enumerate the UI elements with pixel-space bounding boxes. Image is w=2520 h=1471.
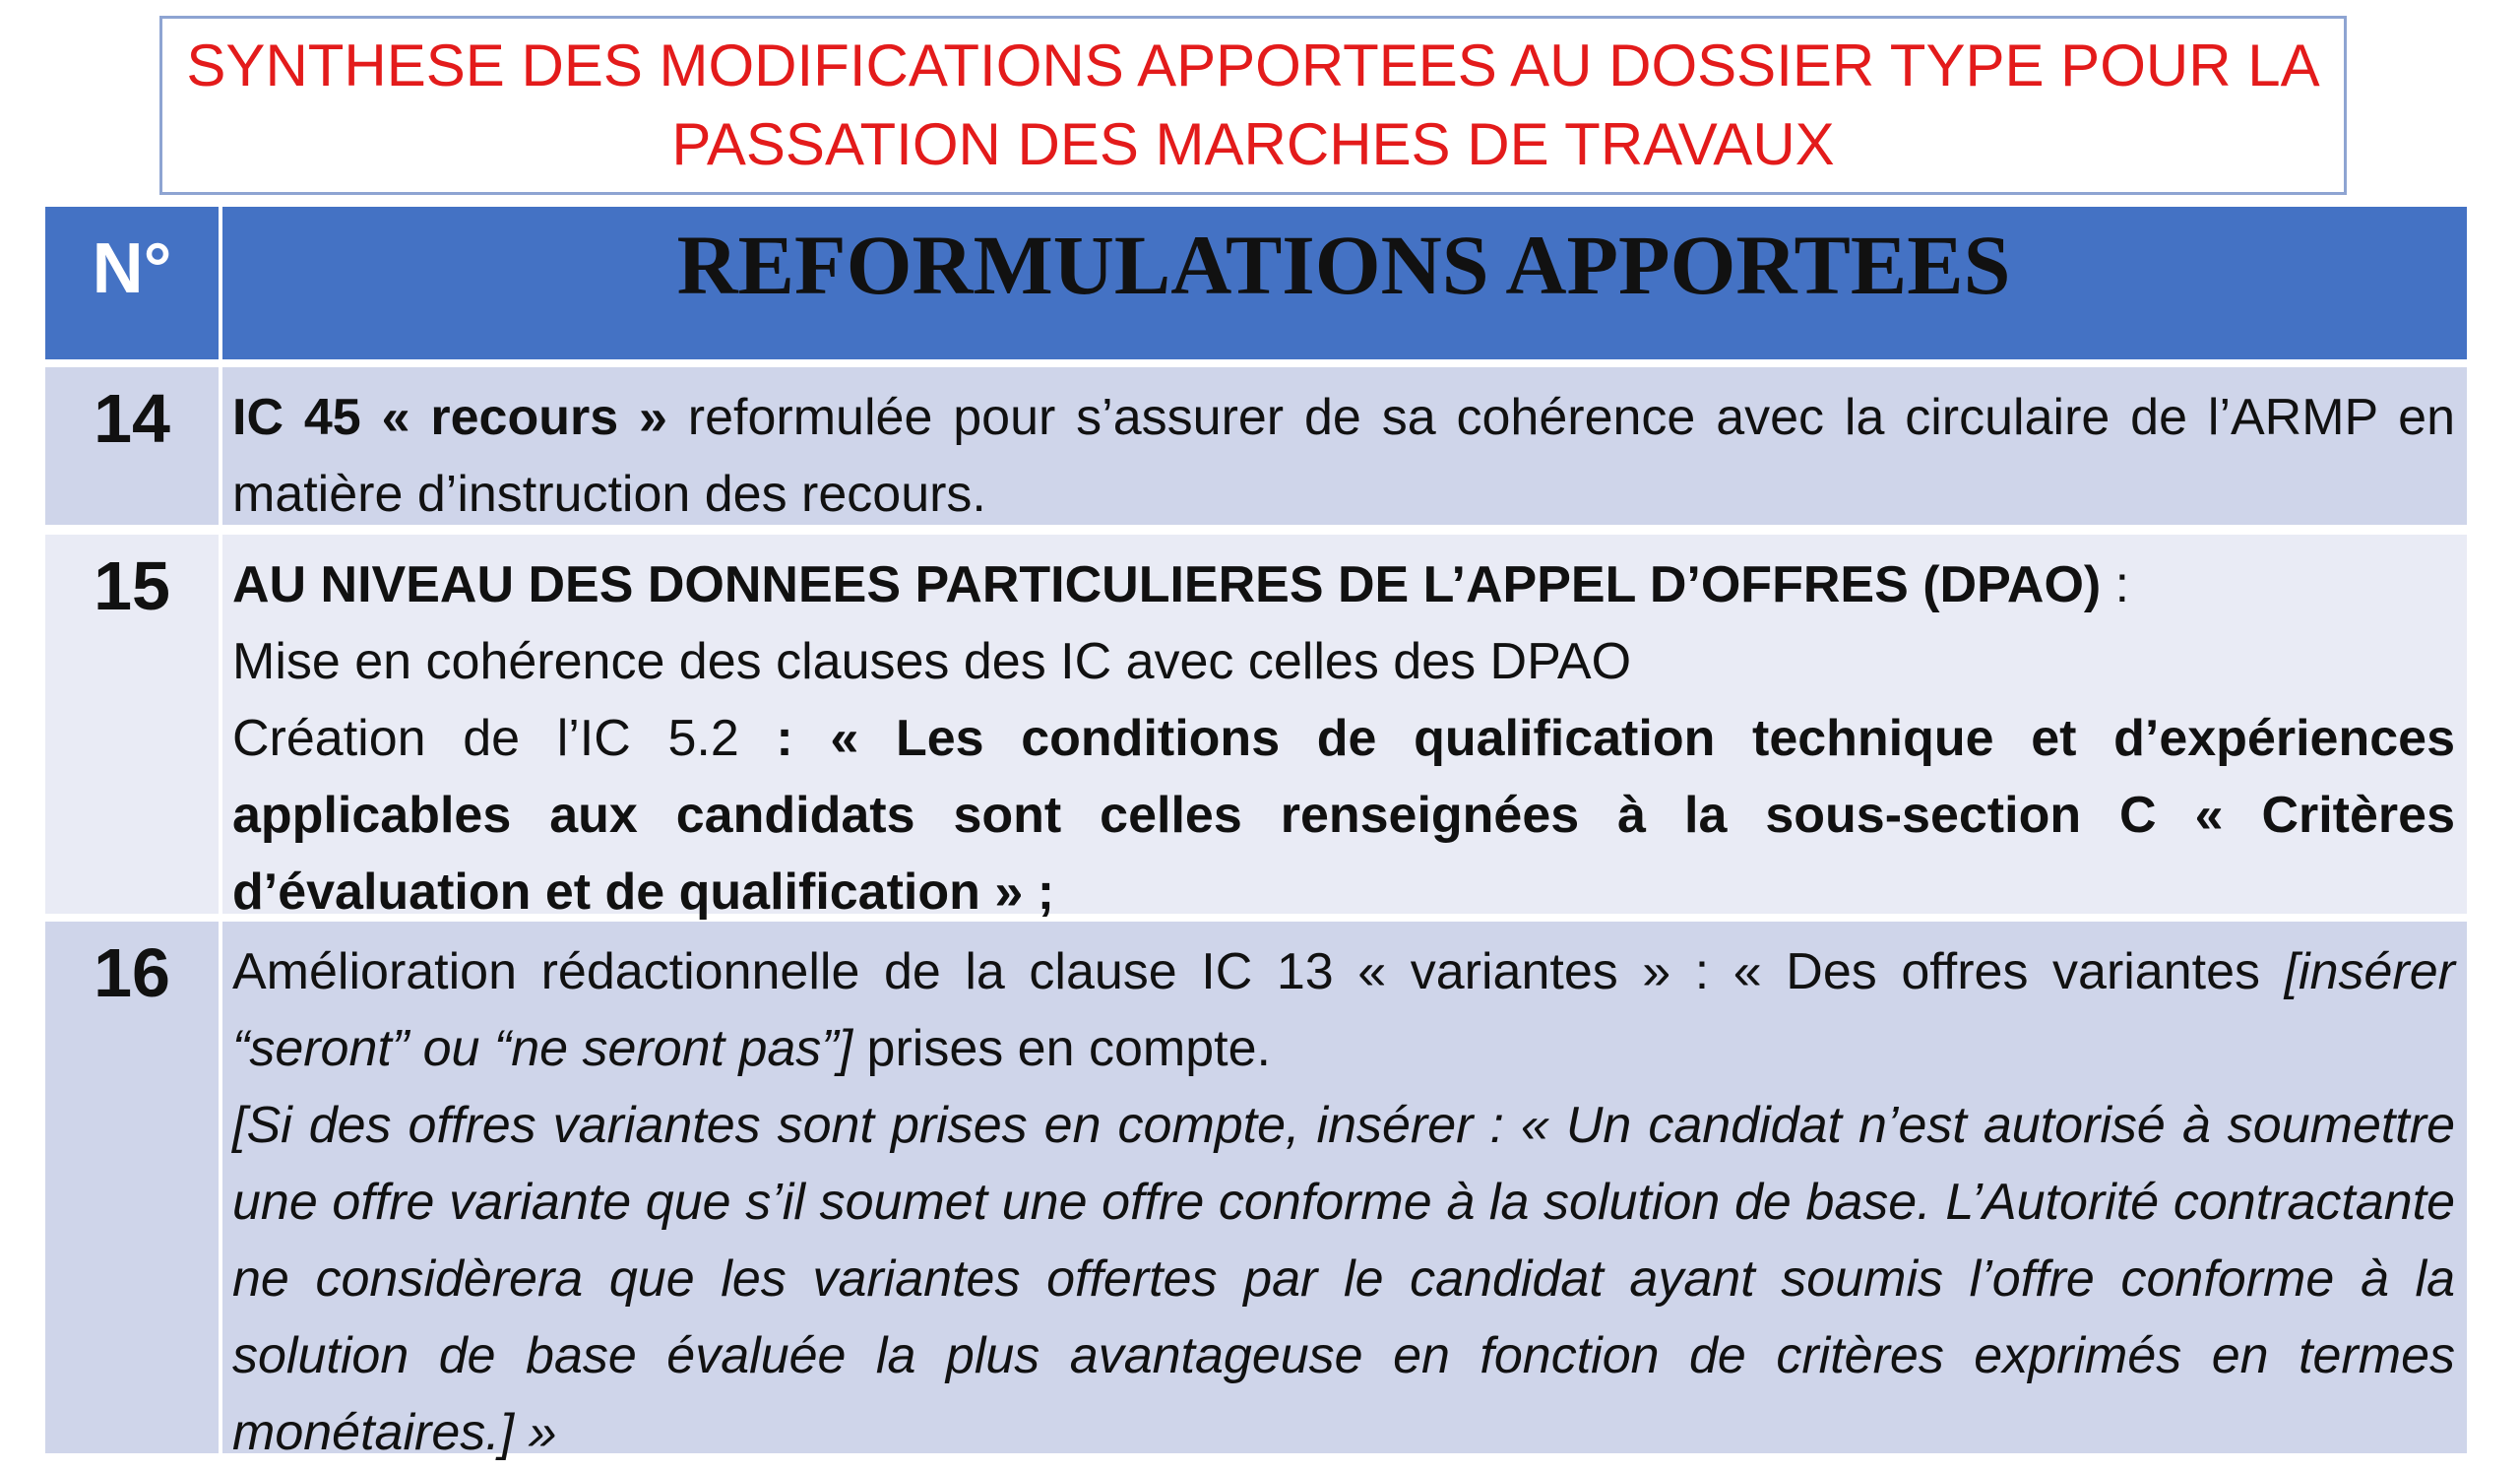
table-row bbox=[45, 367, 2467, 525]
modifications-table bbox=[45, 207, 2467, 1461]
table-header-row bbox=[45, 207, 2467, 359]
row-number-cell bbox=[45, 922, 219, 1453]
table-row bbox=[45, 535, 2467, 921]
row-text-cell bbox=[222, 367, 2467, 525]
title-line-1: SYNTHESE DES MODIFICATIONS APPORTEES AU DOSSIER TYPE POUR LA bbox=[186, 32, 2320, 98]
row-number-cell bbox=[45, 535, 219, 914]
row-text-cell bbox=[222, 922, 2467, 1461]
table-row bbox=[45, 922, 2467, 1461]
row-number: 15 bbox=[94, 547, 170, 624]
italic-instruction: [Si des offres variantes sont prises en compte, insérer : « Un candidat n’est autorisé à soumettre une offre variante que s’il soumet une offre conforme à la solution de base. L’Autorité contractante ne considèrera que les variantes offertes par le candidat ayant soumis l’offre conforme à la solution de base évaluée la plus avantageuse en fonction de critères exprimés en termes monétaires.] » bbox=[232, 1097, 2455, 1461]
section-heading: AU NIVEAU DES DONNEES PARTICULIERES DE L’APPEL D’OFFRES (DPAO) bbox=[232, 556, 2102, 613]
clause-reference: IC 45 « recours » bbox=[232, 389, 667, 446]
row-text: reformulée pour s’assurer de sa cohérence avec la circulaire de l’ARMP en matière d’instruction des recours. bbox=[232, 389, 2456, 523]
row-number: 14 bbox=[94, 380, 170, 457]
row-text: prises en compte. bbox=[852, 1020, 1271, 1077]
row-text: Amélioration rédactionnelle de la clause IC 13 « variantes » : « Des offres variantes bbox=[232, 943, 2285, 1000]
header-title-cell: REFORMULATIONS APPORTEES bbox=[222, 207, 2467, 359]
italic-instruction: [insérer “seront” ou “ne seront pas”] bbox=[232, 943, 2455, 1077]
row-text: Mise en cohérence des clauses des IC avec celles des DPAO bbox=[232, 633, 1632, 690]
section-heading-colon: : bbox=[2101, 556, 2130, 613]
row-number-cell bbox=[45, 367, 219, 525]
quoted-clause: : « Les conditions de qualification technique et d’expériences applicables aux candidats sont celles renseignées à la sous-section C « Critères d’évaluation et de qualification » ; bbox=[232, 710, 2455, 921]
header-number-cell: N° bbox=[45, 207, 219, 359]
document-title bbox=[159, 16, 2347, 195]
title-line-2: PASSATION DES MARCHES DE TRAVAUX bbox=[671, 111, 1835, 177]
row-text: Création de l’IC 5.2 bbox=[232, 710, 739, 767]
row-number: 16 bbox=[94, 934, 170, 1011]
row-text-cell bbox=[222, 535, 2467, 921]
